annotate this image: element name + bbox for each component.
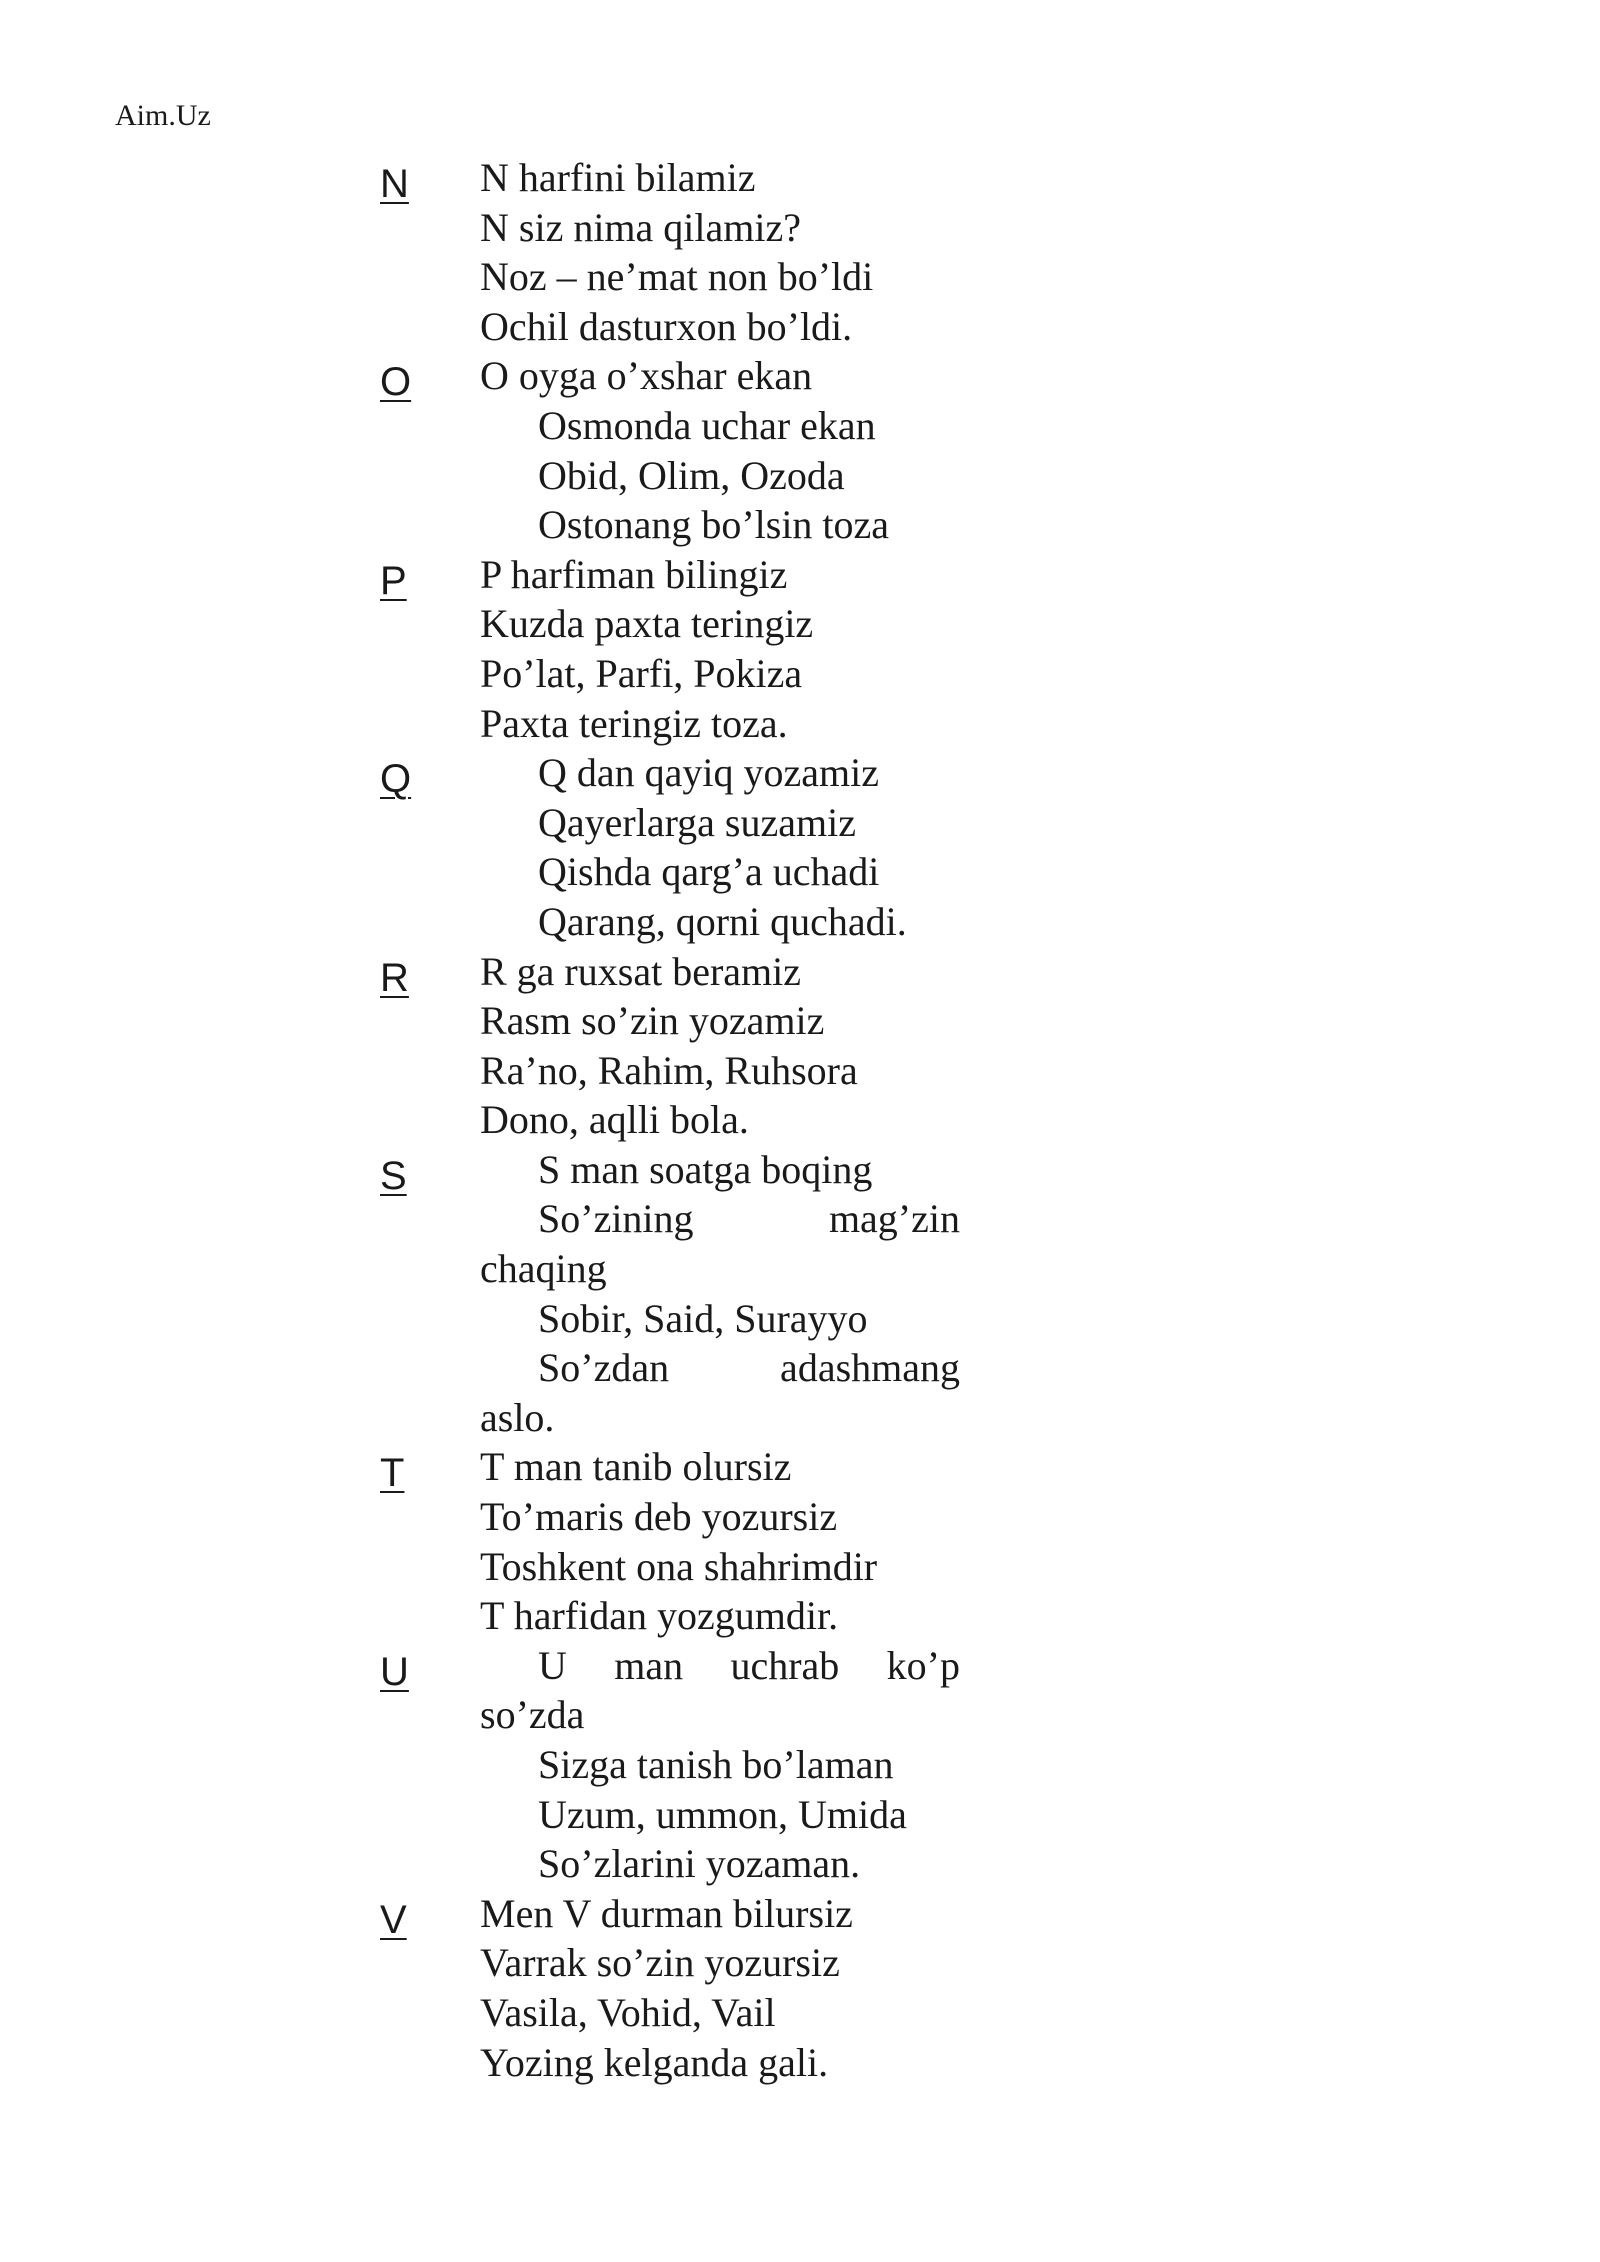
poem-line: Obid, Olim, Ozoda: [538, 452, 845, 498]
poem-line: Paxta teringiz toza.: [480, 700, 788, 746]
poem-line: P harfiman bilingiz: [480, 551, 788, 597]
stanza-lines: [480, 550, 960, 748]
poem-line: Rasm so’zin yozamiz: [480, 998, 825, 1044]
stanza-lines: [480, 1889, 960, 2087]
poem-line: Dono, aqlli bola.: [480, 1097, 749, 1143]
poem-line: So’zlarini yozaman.: [538, 1841, 861, 1887]
stanza-letter: R: [380, 955, 409, 1000]
stanza-v: [380, 1889, 1060, 2087]
poem-line: N siz nima qilamiz?: [480, 204, 802, 250]
alphabet-poem: [380, 153, 1060, 2087]
poem-line: Q dan qayiq yozamiz: [538, 750, 879, 796]
stanza-lines: [480, 947, 960, 1145]
poem-line: Qishda qarg’a uchadi: [538, 849, 880, 895]
stanza-o: [380, 351, 1060, 549]
poem-line: Men V durman bilursiz: [480, 1890, 853, 1936]
poem-line: Yozing kelganda gali.: [480, 2039, 829, 2085]
poem-line: aslo.: [480, 1394, 555, 1440]
poem-line: Noz – ne’mat non bo’ldi: [480, 254, 874, 300]
poem-line: O oyga o’xshar ekan: [480, 353, 813, 399]
poem-line: Sobir, Said, Surayyo: [538, 1295, 868, 1341]
stanza-lines: [480, 1641, 960, 1889]
poem-line: N harfini bilamiz: [480, 155, 756, 200]
stanza-letter: U: [380, 1649, 409, 1694]
poem-line: To’maris deb yozursiz: [480, 1494, 838, 1540]
stanza-letter: V: [380, 1897, 407, 1942]
poem-line: R ga ruxsat beramiz: [480, 948, 801, 994]
stanza-letter: N: [380, 162, 409, 206]
poem-line: So’zdan adashmang: [538, 1345, 960, 1391]
poem-line: So’zining mag’zin: [538, 1196, 960, 1242]
stanza-lines: [480, 1145, 960, 1443]
stanza-u: [380, 1641, 1060, 1889]
poem-line: Ra’no, Rahim, Ruhsora: [480, 1047, 858, 1093]
stanza-t: [380, 1442, 1060, 1640]
poem-line: Sizga tanish bo’laman: [538, 1742, 894, 1787]
poem-line: Vasila, Vohid, Vail: [480, 1989, 776, 2035]
poem-line: T man tanib olursiz: [480, 1444, 792, 1490]
stanza-lines: [480, 748, 960, 946]
poem-line: S man soatga boqing: [538, 1146, 873, 1192]
stanza-r: [380, 947, 1060, 1145]
poem-line: Varrak so’zin yozursiz: [480, 1940, 840, 1986]
poem-line: Osmonda uchar ekan: [538, 402, 876, 448]
stanza-letter: P: [380, 558, 407, 603]
poem-line: chaqing: [480, 1246, 607, 1292]
stanza-n: [380, 153, 1060, 351]
stanza-p: [380, 550, 1060, 748]
stanza-letter: Q: [380, 757, 412, 802]
stanza-q: [380, 748, 1060, 946]
stanza-lines: [480, 351, 960, 549]
stanza-s: [380, 1145, 1060, 1443]
poem-line: so’zda: [480, 1692, 585, 1738]
poem-line: Toshkent ona shahrimdir: [480, 1543, 878, 1589]
stanza-lines: [480, 153, 960, 351]
stanza-letter: S: [380, 1153, 407, 1198]
stanza-letter: T: [380, 1451, 405, 1496]
stanza-letter: O: [380, 360, 412, 405]
poem-line: Po’lat, Parfi, Pokiza: [480, 650, 803, 696]
poem-line: Ostonang bo’lsin toza: [538, 502, 890, 548]
poem-line: U man uchrab ko’p: [538, 1642, 960, 1688]
stanza-lines: [480, 1442, 960, 1640]
page-header-site: Aim.Uz: [115, 99, 211, 132]
poem-line: Kuzda paxta teringiz: [480, 601, 814, 647]
poem-line: Ochil dasturxon bo’ldi.: [480, 303, 853, 349]
poem-line: Qarang, qorni quchadi.: [538, 898, 907, 944]
poem-line: Qayerlarga suzamiz: [538, 799, 856, 845]
poem-line: T harfidan yozgumdir.: [480, 1593, 839, 1639]
poem-line: Uzum, ummon, Umida: [538, 1791, 907, 1837]
